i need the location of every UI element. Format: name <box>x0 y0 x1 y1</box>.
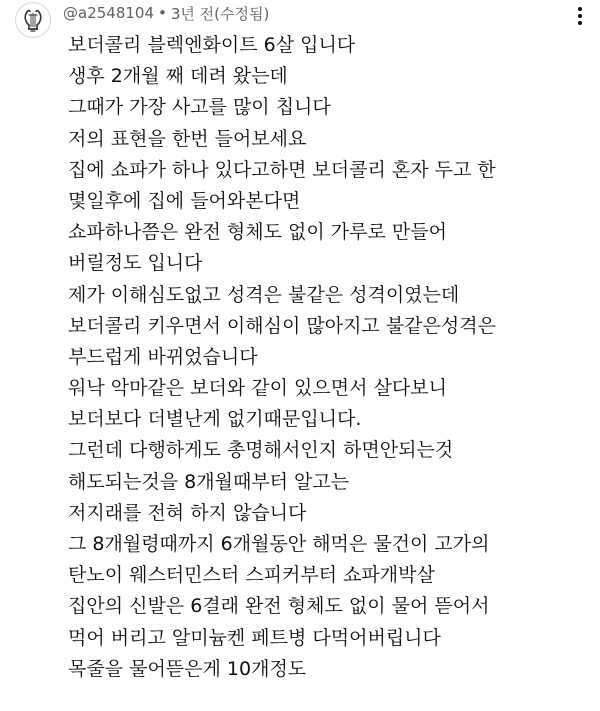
comment-line: 해도되는것을 8개월때부터 알고는 <box>68 470 350 493</box>
comment-line: 그때가 가장 사고를 많이 칩니다 <box>68 96 331 119</box>
comment-line: 그 8개월령때까지 6개월동안 해먹은 물건이 고가의 <box>68 533 490 555</box>
avatar[interactable] <box>15 2 51 38</box>
comment-action-menu-button[interactable] <box>570 4 590 28</box>
comment-line: 목줄을 물어뜯은게 10개정도 <box>68 657 307 680</box>
comment-line: 보더콜리 블렉엔화이트 6살 입니다 <box>68 34 356 56</box>
comment-line: 탄노이 웨스터민스터 스피커부터 쇼파개박살 <box>68 564 435 587</box>
comment-line: 제가 이해심도없고 성격은 불같은 성격이였는데 <box>68 283 460 306</box>
author-handle[interactable]: @a2548104 <box>63 4 154 22</box>
header-separator: • <box>158 4 167 22</box>
comment-line: 보더보다 더별난게 없기때문입니다. <box>68 408 362 431</box>
comment-line: 몇일후에 집에 들어와본다면 <box>68 189 301 212</box>
comment-line: 저지래를 전혀 하지 않습니다 <box>68 501 307 524</box>
comment-body <box>68 30 593 685</box>
comment-line: 워낙 악마같은 보더와 같이 있으면서 살다보니 <box>68 377 447 400</box>
comment-header <box>63 2 269 24</box>
lyre-emblem-icon <box>16 3 50 37</box>
comment-line: 저의 표현을 한번 들어보세요 <box>68 127 307 150</box>
comment-line: 집에 쇼파가 하나 있다고하면 보더콜리 혼자 두고 한 <box>68 158 496 181</box>
comment-line: 집안의 신발은 6결래 완전 형체도 없이 물어 뜯어서 <box>68 595 490 618</box>
comment-line: 그런데 다행하게도 총명해서인지 하면안되는것 <box>68 439 454 462</box>
comment-line: 쇼파하나쯤은 완전 형체도 없이 가루로 만들어 <box>68 221 447 244</box>
timestamp[interactable]: 3년 전(수정됨) <box>170 4 270 23</box>
comment-line: 보더콜리 키우면서 이해심이 많아지고 불같은성격은 <box>68 314 496 337</box>
comment-line: 부드럽게 바뀌었습니다 <box>68 345 258 368</box>
comment-line: 버릴정도 입니다 <box>68 252 203 275</box>
comment-line: 생후 2개월 째 데려 왔는데 <box>68 65 288 88</box>
comment-line: 먹어 버리고 알미늄켄 페트병 다먹어버립니다 <box>68 626 441 649</box>
vertical-ellipsis-icon <box>570 4 590 28</box>
